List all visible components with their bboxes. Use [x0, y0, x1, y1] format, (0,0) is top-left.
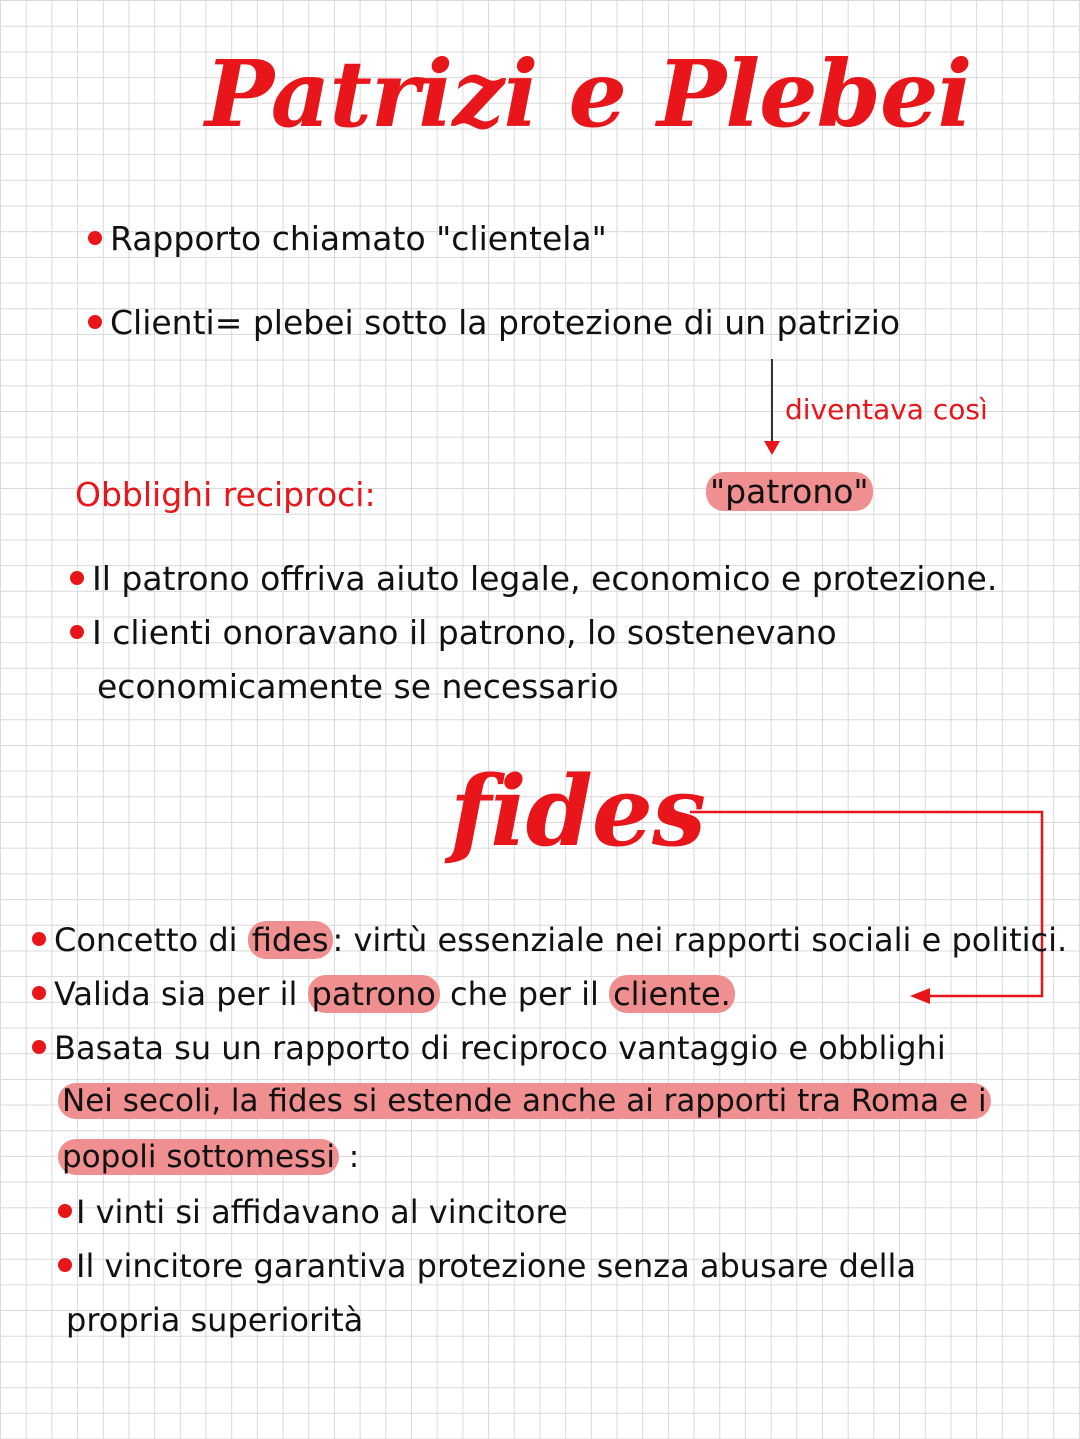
obblighi-heading: Obblighi reciproci:: [75, 475, 376, 514]
obblighi-item-text: Il patrono offriva aiuto legale, economico e protezione.: [92, 559, 998, 598]
fides-sub-text: Il vincitore garantiva protezione senza abusare della: [76, 1247, 917, 1285]
arrow-label: diventava così: [785, 393, 988, 426]
obblighi-item-patrono: [70, 559, 998, 598]
fides-bullet-concetto: [32, 921, 1068, 959]
patrono-label: [706, 472, 873, 511]
bullet-dot: [32, 932, 46, 946]
patrono-highlight: "patrono": [706, 472, 873, 511]
fides-bullet-text: Concetto di: [54, 921, 248, 959]
bullet-dot: [70, 571, 84, 585]
obblighi-item-clienti: [70, 613, 837, 652]
cliente-highlight: cliente.: [609, 975, 735, 1013]
sentence-highlight: popoli sottomessi: [58, 1139, 339, 1175]
intro-bullet-clienti: [88, 303, 901, 342]
bullet-dot: [88, 315, 102, 329]
bullet-dot: [58, 1258, 72, 1272]
fides-bullet-valida: [32, 975, 735, 1013]
fides-title: fides: [450, 755, 706, 868]
fides-highlighted-sentence-1: [58, 1083, 991, 1119]
fides-highlighted-sentence-2: [58, 1139, 360, 1175]
bullet-dot: [70, 625, 84, 639]
bullet-dot: [32, 1040, 46, 1054]
bullet-dot: [88, 231, 102, 245]
fides-bullet-text: Valida sia per il: [54, 975, 308, 1013]
bullet-dot: [58, 1204, 72, 1218]
fides-sub-bullet-vincitore: [58, 1247, 917, 1285]
fides-bullet-text: che per il: [439, 975, 610, 1013]
fides-sub-bullet-vinti: [58, 1193, 568, 1231]
page-title: Patrizi e Plebei: [205, 40, 972, 148]
obblighi-item-text: I clienti onoravano il patrono, lo sostenevano: [92, 613, 837, 652]
intro-bullet-clientela: [88, 219, 607, 258]
fides-sub-bullet-vincitore-cont: propria superiorità: [66, 1301, 364, 1339]
connector-arrow-icon: [680, 800, 1060, 1010]
sentence-highlight: Nei secoli, la fides si estende anche ai rapporti tra Roma e i: [58, 1083, 991, 1119]
intro-bullet-text: Clienti= plebei sotto la protezione di un patrizio: [110, 303, 901, 342]
bullet-dot: [32, 986, 46, 1000]
fides-bullet-basata: [32, 1029, 946, 1067]
patrono-highlight: patrono: [308, 975, 440, 1013]
fides-sub-text: I vinti si affidavano al vincitore: [76, 1193, 568, 1231]
fides-highlight: fides: [248, 921, 333, 959]
sentence-tail: :: [338, 1139, 360, 1175]
obblighi-item-clienti-cont: economicamente se necessario: [97, 667, 619, 706]
intro-bullet-text: Rapporto chiamato "clientela": [110, 219, 607, 258]
fides-bullet-text: : virtù essenziale nei rapporti sociali e politici.: [332, 921, 1068, 959]
fides-bullet-text: Basata su un rapporto di reciproco vantaggio e obblighi: [54, 1029, 946, 1067]
